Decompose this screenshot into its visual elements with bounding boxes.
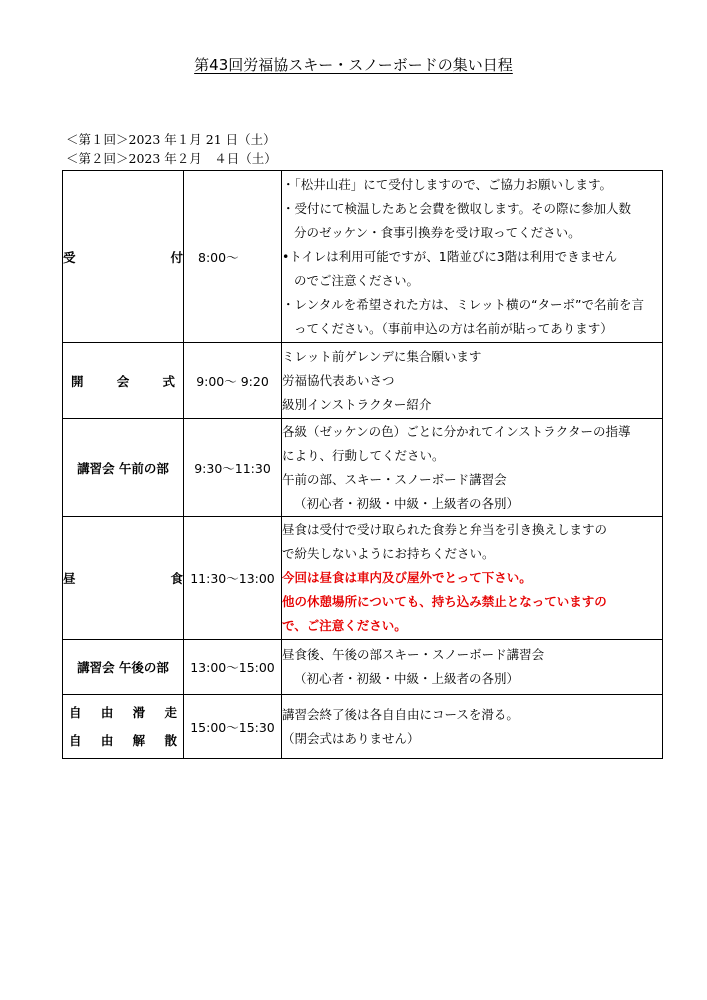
content-line: により、行動してください。 xyxy=(282,447,445,463)
label-char: 滑 xyxy=(132,704,146,720)
content-line: ・「松井山荘」にて受付しますので、ご協力お願いします。 xyxy=(282,176,613,192)
notice-line: で、ご注意ください。 xyxy=(282,618,407,633)
content-line: ・受付にて検温したあと会費を徴収します。その際に参加人数 xyxy=(282,200,632,216)
row-time: 9:30～11:30 xyxy=(184,419,282,517)
content-line: ってください。（事前申込の方は名前が貼ってあります） xyxy=(294,320,613,336)
row-time: 15:00～15:30 xyxy=(184,695,282,759)
content-line: 分のゼッケン・食事引換券を受け取ってください。 xyxy=(294,224,581,240)
row-label xyxy=(63,171,184,343)
row-time: 13:00～15:00 xyxy=(184,640,282,695)
row-time: 8:00～ xyxy=(184,171,282,343)
label-char: 由 xyxy=(100,732,114,748)
table-row xyxy=(63,695,663,759)
label-char: 開 xyxy=(71,373,84,389)
content-line: 午前の部、スキー・スノーボード講習会 xyxy=(282,471,507,487)
row-content xyxy=(282,419,663,517)
notice-line: 今回は昼食は車内及び屋外でとって下さい。 xyxy=(282,570,532,585)
row-content xyxy=(282,171,663,343)
content-line: •トイレは利用可能ですが、1階並びに3階は利用できません xyxy=(282,248,618,264)
label-char: 散 xyxy=(164,732,177,748)
table-row xyxy=(63,640,663,695)
label-char: 由 xyxy=(100,704,114,720)
label-char: 解 xyxy=(132,732,146,748)
schedule-table xyxy=(62,170,663,759)
label-char: 自 xyxy=(69,732,82,748)
row-label xyxy=(63,695,184,759)
event-dates xyxy=(66,130,277,168)
row-time: 9:00～ 9:20 xyxy=(184,343,282,419)
label-char: 受 xyxy=(63,249,76,265)
table-row xyxy=(63,517,663,640)
document-title: 第43回労福協スキー・スノーボードの集い日程 xyxy=(194,56,513,74)
table-row xyxy=(63,343,663,419)
date-line-2: ＜第２回＞2023 年２月 ４日（土） xyxy=(66,151,277,166)
notice-line: 他の休憩場所についても、持ち込み禁止となっていますの xyxy=(282,594,607,609)
content-line: で紛失しないようにお持ちください。 xyxy=(282,546,495,561)
row-label xyxy=(63,517,184,640)
row-time: 11:30～13:00 xyxy=(184,517,282,640)
label-char: 昼 xyxy=(63,571,76,586)
content-line: ・レンタルを希望された方は、ミレット横の“ターボ”で名前を言 xyxy=(282,296,645,312)
content-line: （初心者・初級・中級・上級者の各別） xyxy=(294,495,520,511)
content-line: 昼食は受付で受け取られた食券と弁当を引き換えしますの xyxy=(282,522,608,537)
date-line-1: ＜第１回＞2023 年１月 21 日（土） xyxy=(66,132,276,147)
label-char: 食 xyxy=(170,571,183,586)
table-row xyxy=(63,171,663,343)
content-line: 労福協代表あいさつ xyxy=(282,372,395,388)
row-content xyxy=(282,517,663,640)
label-char: 自 xyxy=(69,704,82,720)
row-content xyxy=(282,640,663,695)
content-line: （初心者・初級・中級・上級者の各別） xyxy=(294,671,520,686)
content-line: 級別インストラクター紹介 xyxy=(282,396,432,412)
content-line: ミレット前ゲレンデに集合願います xyxy=(282,348,482,364)
content-line: 講習会終了後は各自自由にコースを滑る。 xyxy=(282,706,519,722)
row-label: 講習会 午後の部 xyxy=(63,640,184,695)
label-char: 付 xyxy=(170,249,183,265)
content-line: 各級（ゼッケンの色）ごとに分かれてインストラクターの指導 xyxy=(282,423,631,439)
label-char: 走 xyxy=(164,704,177,720)
row-content xyxy=(282,695,663,759)
row-content xyxy=(282,343,663,419)
table-row xyxy=(63,419,663,517)
content-line: （閉会式はありません） xyxy=(282,730,420,746)
label-char: 会 xyxy=(116,373,130,389)
label-char: 式 xyxy=(162,373,175,389)
content-line: 昼食後、午後の部スキー・スノーボード講習会 xyxy=(282,647,545,662)
row-label xyxy=(63,343,184,419)
content-line: のでご注意ください。 xyxy=(294,272,420,288)
row-label: 講習会 午前の部 xyxy=(63,419,184,517)
